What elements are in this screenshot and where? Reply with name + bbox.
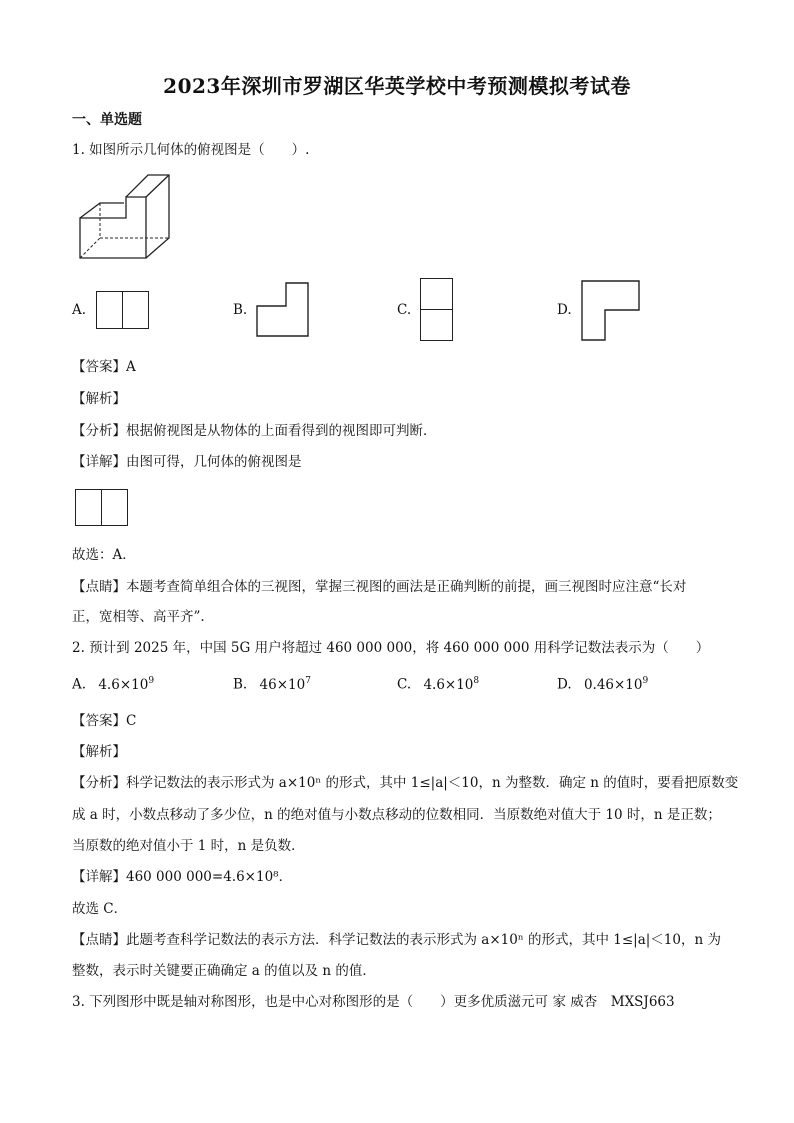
q1-dianjing-line1: 【点睛】本题考查简单组合体的三视图，掌握三视图的画法是正确判断的前提，画三视图时应注意“长对 bbox=[72, 579, 687, 595]
q2-option-d-label: D. bbox=[557, 676, 572, 693]
section-heading: 一、单选题 bbox=[72, 112, 142, 128]
q2-conclusion: 故选 C． bbox=[72, 901, 128, 917]
q2-option-a-base: 4.6×10 bbox=[98, 676, 149, 693]
q1-analysis-tag: 【解析】 bbox=[72, 391, 126, 407]
q1-stem: 1. 如图所示几何体的俯视图是（ ）. bbox=[72, 142, 310, 158]
q2-option-b-label: B. bbox=[233, 676, 248, 693]
q2-option-b-exp: 7 bbox=[305, 676, 311, 686]
q2-option-d-exp: 9 bbox=[642, 676, 649, 686]
q2-option-c-exp: 8 bbox=[473, 676, 480, 686]
q1-answer-figure bbox=[75, 489, 128, 526]
q1-option-c-label: C. bbox=[397, 302, 412, 318]
q1-option-a-label: A. bbox=[72, 302, 87, 318]
q1-option-b-figure bbox=[256, 282, 310, 338]
q1-option-c-figure bbox=[420, 278, 453, 341]
q2-option-c-label: C. bbox=[397, 676, 412, 693]
q1-conclusion: 故选：A． bbox=[72, 547, 136, 563]
q2-dianjing-line1: 【点睛】此题考查科学记数法的表示方法．科学记数法的表示形式为 a×10ⁿ 的形式，其中 1≤|a|＜10，n 为 bbox=[72, 932, 721, 948]
exam-title: 2023年深圳市罗湖区华英学校中考预测模拟考试卷 bbox=[163, 74, 631, 98]
q1-option-a-figure bbox=[96, 291, 149, 329]
q2-option-c-base: 4.6×10 bbox=[423, 676, 474, 693]
q2-option-b bbox=[233, 676, 311, 693]
q2-fenxi-line3: 当原数的绝对值小于 1 时，n 是负数． bbox=[72, 838, 305, 854]
q2-xiangjie: 【详解】460 000 000=4.6×10⁸． bbox=[72, 869, 293, 885]
q1-xiangjie: 【详解】由图可得，几何体的俯视图是 bbox=[72, 454, 302, 470]
q2-stem: 2. 预计到 2025 年，中国 5G 用户将超过 460 000 000，将 460 000 000 用科学记数法表示为（ ） bbox=[72, 640, 710, 656]
q1-answer: 【答案】A bbox=[72, 359, 136, 375]
q1-dianjing-line2: 正，宽相等、高平齐”. bbox=[72, 609, 205, 625]
q2-option-a bbox=[72, 676, 154, 693]
q2-option-b-base: 46×10 bbox=[259, 676, 306, 693]
q2-analysis-tag: 【解析】 bbox=[72, 744, 126, 760]
q2-option-a-exp: 9 bbox=[148, 676, 155, 686]
q3-stem: 3. 下列图形中既是轴对称图形，也是中心对称图形的是（ ）更多优质滋元可 家 威杏 MXSJ663 bbox=[72, 994, 675, 1010]
q1-fenxi: 【分析】根据俯视图是从物体的上面看得到的视图即可判断． bbox=[72, 423, 437, 439]
q1-solid-figure bbox=[76, 170, 176, 262]
q2-fenxi-line2: 成 a 时，小数点移动了多少位，n 的绝对值与小数点移动的位数相同．当原数绝对值大于 10 时，n 是正数； bbox=[72, 807, 721, 823]
q1-option-b-label: B. bbox=[233, 302, 248, 318]
q2-option-a-label: A. bbox=[72, 676, 87, 693]
q2-answer: 【答案】C bbox=[72, 713, 137, 729]
q2-option-d bbox=[557, 676, 648, 693]
q1-option-d-figure bbox=[581, 280, 641, 342]
q2-dianjing-line2: 整数，表示时关键要正确确定 a 的值以及 n 的值． bbox=[72, 963, 376, 979]
q2-option-d-base: 0.46×10 bbox=[583, 676, 643, 693]
q2-fenxi-line1: 【分析】科学记数法的表示形式为 a×10ⁿ 的形式，其中 1≤|a|＜10，n 为整数．确定 n 的值时，要看把原数变 bbox=[72, 775, 739, 791]
q1-option-d-label: D. bbox=[557, 302, 572, 318]
q2-option-c bbox=[397, 676, 479, 693]
